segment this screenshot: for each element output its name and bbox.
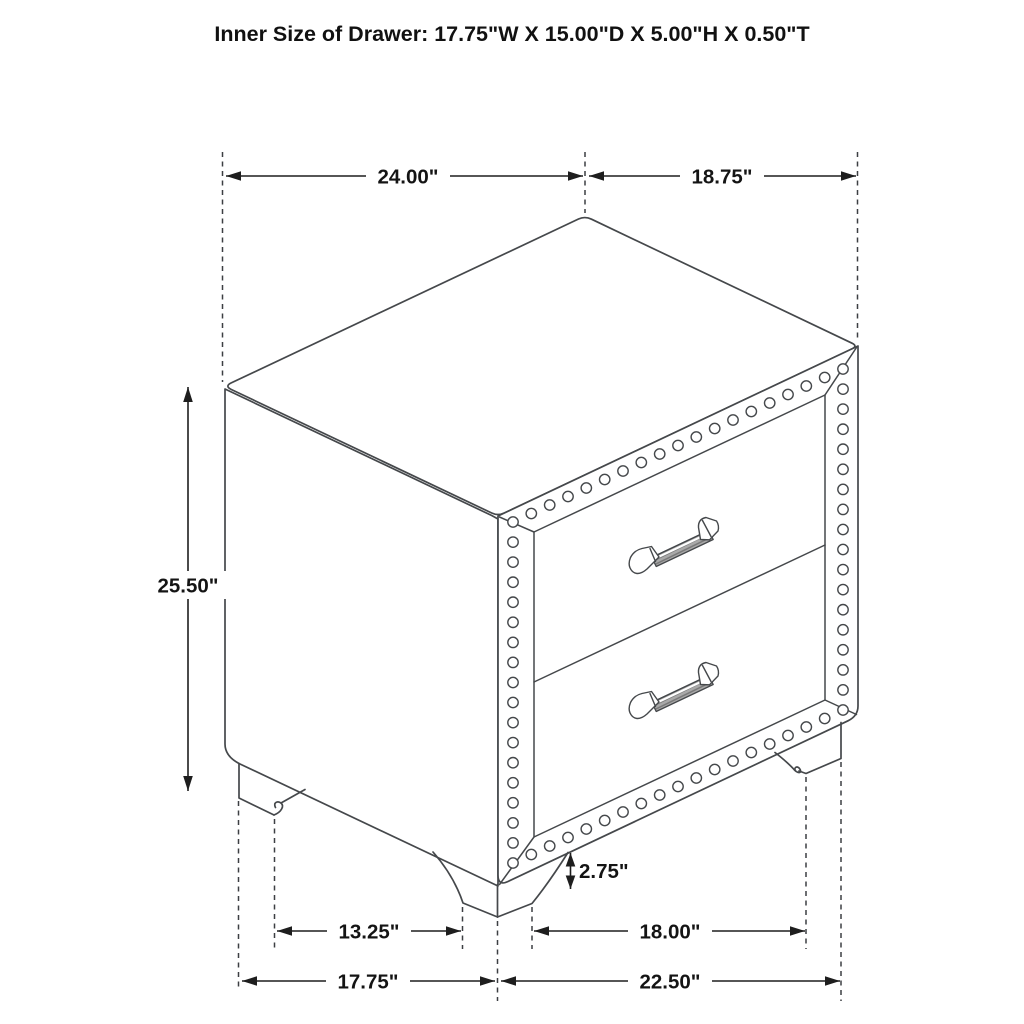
nailhead-stud: [508, 637, 518, 647]
nailhead-stud: [728, 415, 738, 425]
nailhead-stud: [765, 398, 775, 408]
nailhead-stud: [838, 524, 848, 534]
nailhead-stud: [581, 824, 591, 834]
nailhead-stud: [508, 657, 518, 667]
arrowhead: [183, 776, 193, 791]
nailhead-stud: [838, 584, 848, 594]
nailhead-stud: [838, 564, 848, 574]
arrowhead: [446, 926, 461, 936]
arrowhead: [242, 976, 257, 986]
arrowhead: [277, 926, 292, 936]
arrowhead: [534, 926, 549, 936]
diagram-title: Inner Size of Drawer: 17.75"W X 15.00"D X 5.00"H X 0.50"T: [214, 22, 810, 46]
nailhead-stud: [508, 517, 518, 527]
nailhead-stud: [618, 807, 628, 817]
nailhead-stud: [838, 464, 848, 474]
nailhead-stud: [655, 790, 665, 800]
arrowhead: [841, 171, 856, 181]
nailhead-stud: [563, 491, 573, 501]
arrowhead: [480, 976, 495, 986]
nailhead-stud: [508, 798, 518, 808]
nightstand-drawing: [225, 218, 858, 917]
arrowhead: [566, 876, 576, 890]
nailhead-stud: [563, 832, 573, 842]
nailhead-stud: [508, 818, 518, 828]
nailhead-stud: [508, 717, 518, 727]
nailhead-stud: [691, 432, 701, 442]
nailhead-stud: [508, 758, 518, 768]
nailhead-stud: [838, 444, 848, 454]
dim-base-depth: [501, 968, 840, 994]
nailhead-stud: [801, 722, 811, 732]
nailhead-stud: [820, 372, 830, 382]
nailhead-stud: [746, 747, 756, 757]
nailhead-stud: [783, 730, 793, 740]
nailhead-stud: [838, 384, 848, 394]
dim-label-side-height: 25.50": [157, 574, 219, 598]
nailhead-stud: [838, 484, 848, 494]
nailhead-stud: [838, 705, 848, 715]
nailhead-stud: [526, 849, 536, 859]
nailhead-stud: [673, 440, 683, 450]
dim-base-width: [242, 968, 495, 994]
nailhead-stud: [765, 739, 775, 749]
nailhead-stud: [545, 500, 555, 510]
nailhead-stud: [838, 625, 848, 635]
dim-label-top-depth: 18.75": [691, 165, 753, 189]
nailhead-stud: [838, 424, 848, 434]
arrowhead: [790, 926, 805, 936]
dim-label-base-depth: 22.50": [639, 970, 701, 994]
dim-leg-height: [566, 853, 629, 889]
nailhead-stud: [508, 537, 518, 547]
nailhead-stud: [838, 605, 848, 615]
nailhead-stud: [838, 685, 848, 695]
nailhead-stud: [691, 773, 701, 783]
nailhead-stud: [508, 557, 518, 567]
nailhead-stud: [545, 841, 555, 851]
dim-side-height: [146, 387, 230, 791]
dim-label-leg-height: 2.75": [579, 860, 629, 883]
dim-label-top-width: 24.00": [377, 165, 439, 189]
arrowhead: [589, 171, 604, 181]
nailhead-stud: [508, 577, 518, 587]
nailhead-stud: [581, 483, 591, 493]
nailhead-stud: [838, 364, 848, 374]
nailhead-stud: [600, 474, 610, 484]
nailhead-stud: [508, 858, 518, 868]
nailhead-stud: [746, 406, 756, 416]
arrowhead: [825, 976, 840, 986]
dim-label-leg-span-side: 18.00": [639, 920, 701, 944]
dim-leg-span-side: [534, 918, 805, 944]
nailhead-stud: [526, 508, 536, 518]
nailhead-stud: [636, 798, 646, 808]
dim-label-base-width: 17.75": [337, 970, 399, 994]
nailhead-stud: [838, 645, 848, 655]
nailhead-stud: [838, 544, 848, 554]
arrowhead: [501, 976, 516, 986]
nailhead-stud: [783, 389, 793, 399]
nailhead-stud: [508, 737, 518, 747]
dim-top-depth: [589, 163, 856, 189]
nailhead-stud: [710, 764, 720, 774]
nailhead-stud: [508, 778, 518, 788]
nailhead-stud: [728, 756, 738, 766]
dim-leg-span-front: [277, 918, 461, 944]
nailhead-stud: [508, 677, 518, 687]
nailhead-stud: [801, 381, 811, 391]
nailhead-stud: [820, 713, 830, 723]
nailhead-stud: [508, 838, 518, 848]
nailhead-stud: [508, 617, 518, 627]
nailhead-stud: [508, 597, 518, 607]
arrowhead: [226, 171, 241, 181]
nailhead-stud: [838, 504, 848, 514]
nailhead-stud: [600, 815, 610, 825]
nailhead-stud: [710, 423, 720, 433]
nailhead-stud: [655, 449, 665, 459]
nailhead-stud: [636, 457, 646, 467]
nailhead-stud: [508, 697, 518, 707]
dim-label-leg-span-front: 13.25": [338, 920, 400, 944]
nailhead-stud: [838, 404, 848, 414]
nailhead-stud: [838, 665, 848, 675]
arrowhead: [183, 387, 193, 402]
nailhead-stud: [673, 781, 683, 791]
dim-top-width: [226, 163, 583, 189]
nailhead-stud: [618, 466, 628, 476]
arrowhead: [568, 171, 583, 181]
